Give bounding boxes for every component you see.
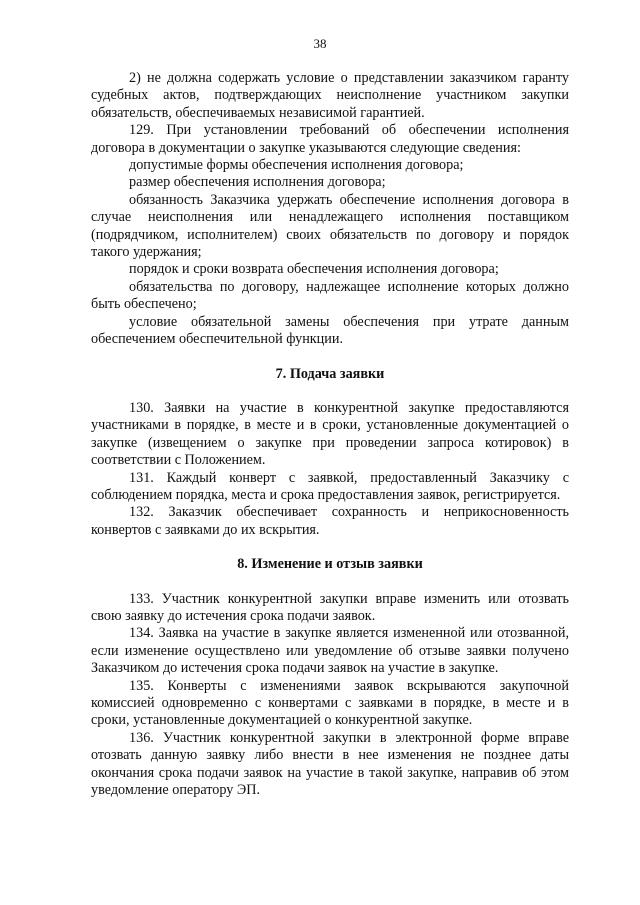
paragraph-135: 135. Конверты с изменениями заявок вскрываются закупочной комиссией одновременно с конвертами с заявками в порядке, в месте и в сроки, установленные документацией о конкурентной закупке. xyxy=(91,677,569,729)
list-item-replacement: условие обязательной замены обеспечения при утрате данным обеспечением обеспечительной функции. xyxy=(91,313,569,348)
list-item-duty-withhold: обязанность Заказчика удержать обеспечение исполнения договора в случае неисполнения или ненадлежащего исполнения поставщиком (подрядчиком, исполнителем) своих обязательств по договору и порядок такого удержания; xyxy=(91,191,569,261)
paragraph-129: 129. При установлении требований об обеспечении исполнения договора в документации о закупке указываются следующие сведения: xyxy=(91,122,569,156)
paragraph-134: 134. Заявка на участие в закупке является измененной или отозванной, если изменение осуществлено или уведомление об отзыве заявки получено Заказчиком до истечения срока подачи заявок на участие в закупке. xyxy=(91,625,569,677)
document-body xyxy=(91,70,569,799)
list-item-forms: допустимые формы обеспечения исполнения договора; xyxy=(129,157,464,174)
list-item-return-terms: порядок и сроки возврата обеспечения исполнения договора; xyxy=(129,261,499,278)
paragraph-131: 131. Каждый конверт с заявкой, предоставленный Заказчику с соблюдением порядка, места и срока предоставления заявок, регистрируется. xyxy=(91,469,569,503)
section-8-heading: 8. Изменение и отзыв заявки xyxy=(237,556,423,573)
paragraph-133: 133. Участник конкурентной закупки вправе изменить или отозвать свою заявку до истечения срока подачи заявок. xyxy=(91,590,569,624)
page-number: 38 xyxy=(313,36,327,51)
paragraph-130: 130. Заявки на участие в конкурентной закупке предоставляются участниками в порядке, в месте и в сроки, установленные документацией о закупке (извещением о закупке при проведении запроса котировок) в соответствии с Положением. xyxy=(91,399,569,469)
list-item-size: размер обеспечения исполнения договора; xyxy=(129,174,386,191)
paragraph-132: 132. Заказчик обеспечивает сохранность и неприкосновенность конвертов с заявками до их вскрытия. xyxy=(91,504,569,538)
paragraph-136: 136. Участник конкурентной закупки в электронной форме вправе отозвать данную заявку либо внести в нее изменения не позднее даты окончания срока подачи заявок на участие в такой закупке, направив об этом уведомление оператору ЭП. xyxy=(91,729,569,799)
section-7-heading: 7. Подача заявки xyxy=(275,365,385,382)
list-item-obligations: обязательства по договору, надлежащее исполнение которых должно быть обеспечено; xyxy=(91,278,569,313)
paragraph-2-guarantee: 2) не должна содержать условие о представлении заказчиком гаранту судебных актов, подтверждающих неисполнение участником закупки обязательств, обеспечиваемых независимой гарантией. xyxy=(91,70,569,121)
